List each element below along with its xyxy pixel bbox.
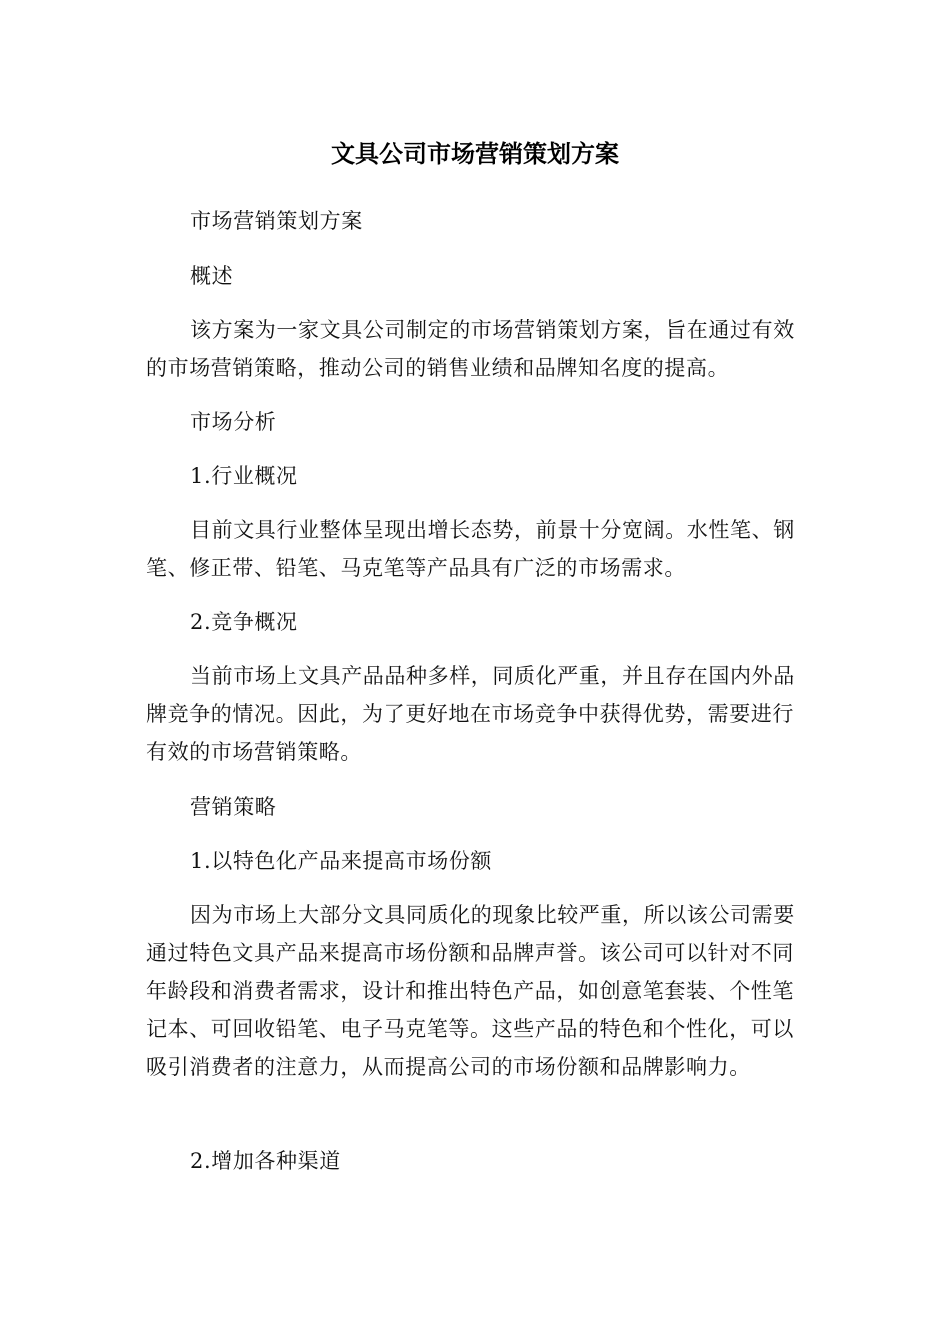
paragraph-competition-overview: 当前市场上文具产品品种多样，同质化严重，并且存在国内外品牌竞争的情况。因此，为了更好地在市场竞争中获得优势，需要进行有效的市场营销策略。 bbox=[146, 664, 795, 764]
heading-overview: 概述 bbox=[190, 264, 234, 288]
paragraph-subtitle: 市场营销策划方案 bbox=[190, 209, 363, 233]
document-title: 文具公司市场营销策划方案 bbox=[331, 140, 619, 168]
heading-competition-overview: 2.竞争概况 bbox=[190, 610, 298, 634]
heading-market-analysis: 市场分析 bbox=[190, 410, 277, 434]
heading-featured-products: 1.以特色化产品来提高市场份额 bbox=[190, 849, 493, 873]
heading-marketing-strategy: 营销策略 bbox=[190, 795, 277, 819]
heading-add-channels: 2.增加各种渠道 bbox=[190, 1149, 341, 1173]
paragraph-industry-overview: 目前文具行业整体呈现出增长态势，前景十分宽阔。水性笔、钢笔、修正带、铅笔、马克笔等产品具有广泛的市场需求。 bbox=[146, 518, 795, 580]
paragraph-overview: 该方案为一家文具公司制定的市场营销策划方案，旨在通过有效的市场营销策略，推动公司的销售业绩和品牌知名度的提高。 bbox=[146, 318, 795, 380]
paragraph-featured-products: 因为市场上大部分文具同质化的现象比较严重，所以该公司需要通过特色文具产品来提高市场份额和品牌声誉。该公司可以针对不同年龄段和消费者需求，设计和推出特色产品，如创意笔套装、个性笔记本、可回收铅笔、电子马克笔等。这些产品的特色和个性化，可以吸引消费者的注意力，从而提高公司的市场份额和品牌影响力。 bbox=[146, 903, 795, 1079]
heading-industry-overview: 1.行业概况 bbox=[190, 464, 298, 488]
